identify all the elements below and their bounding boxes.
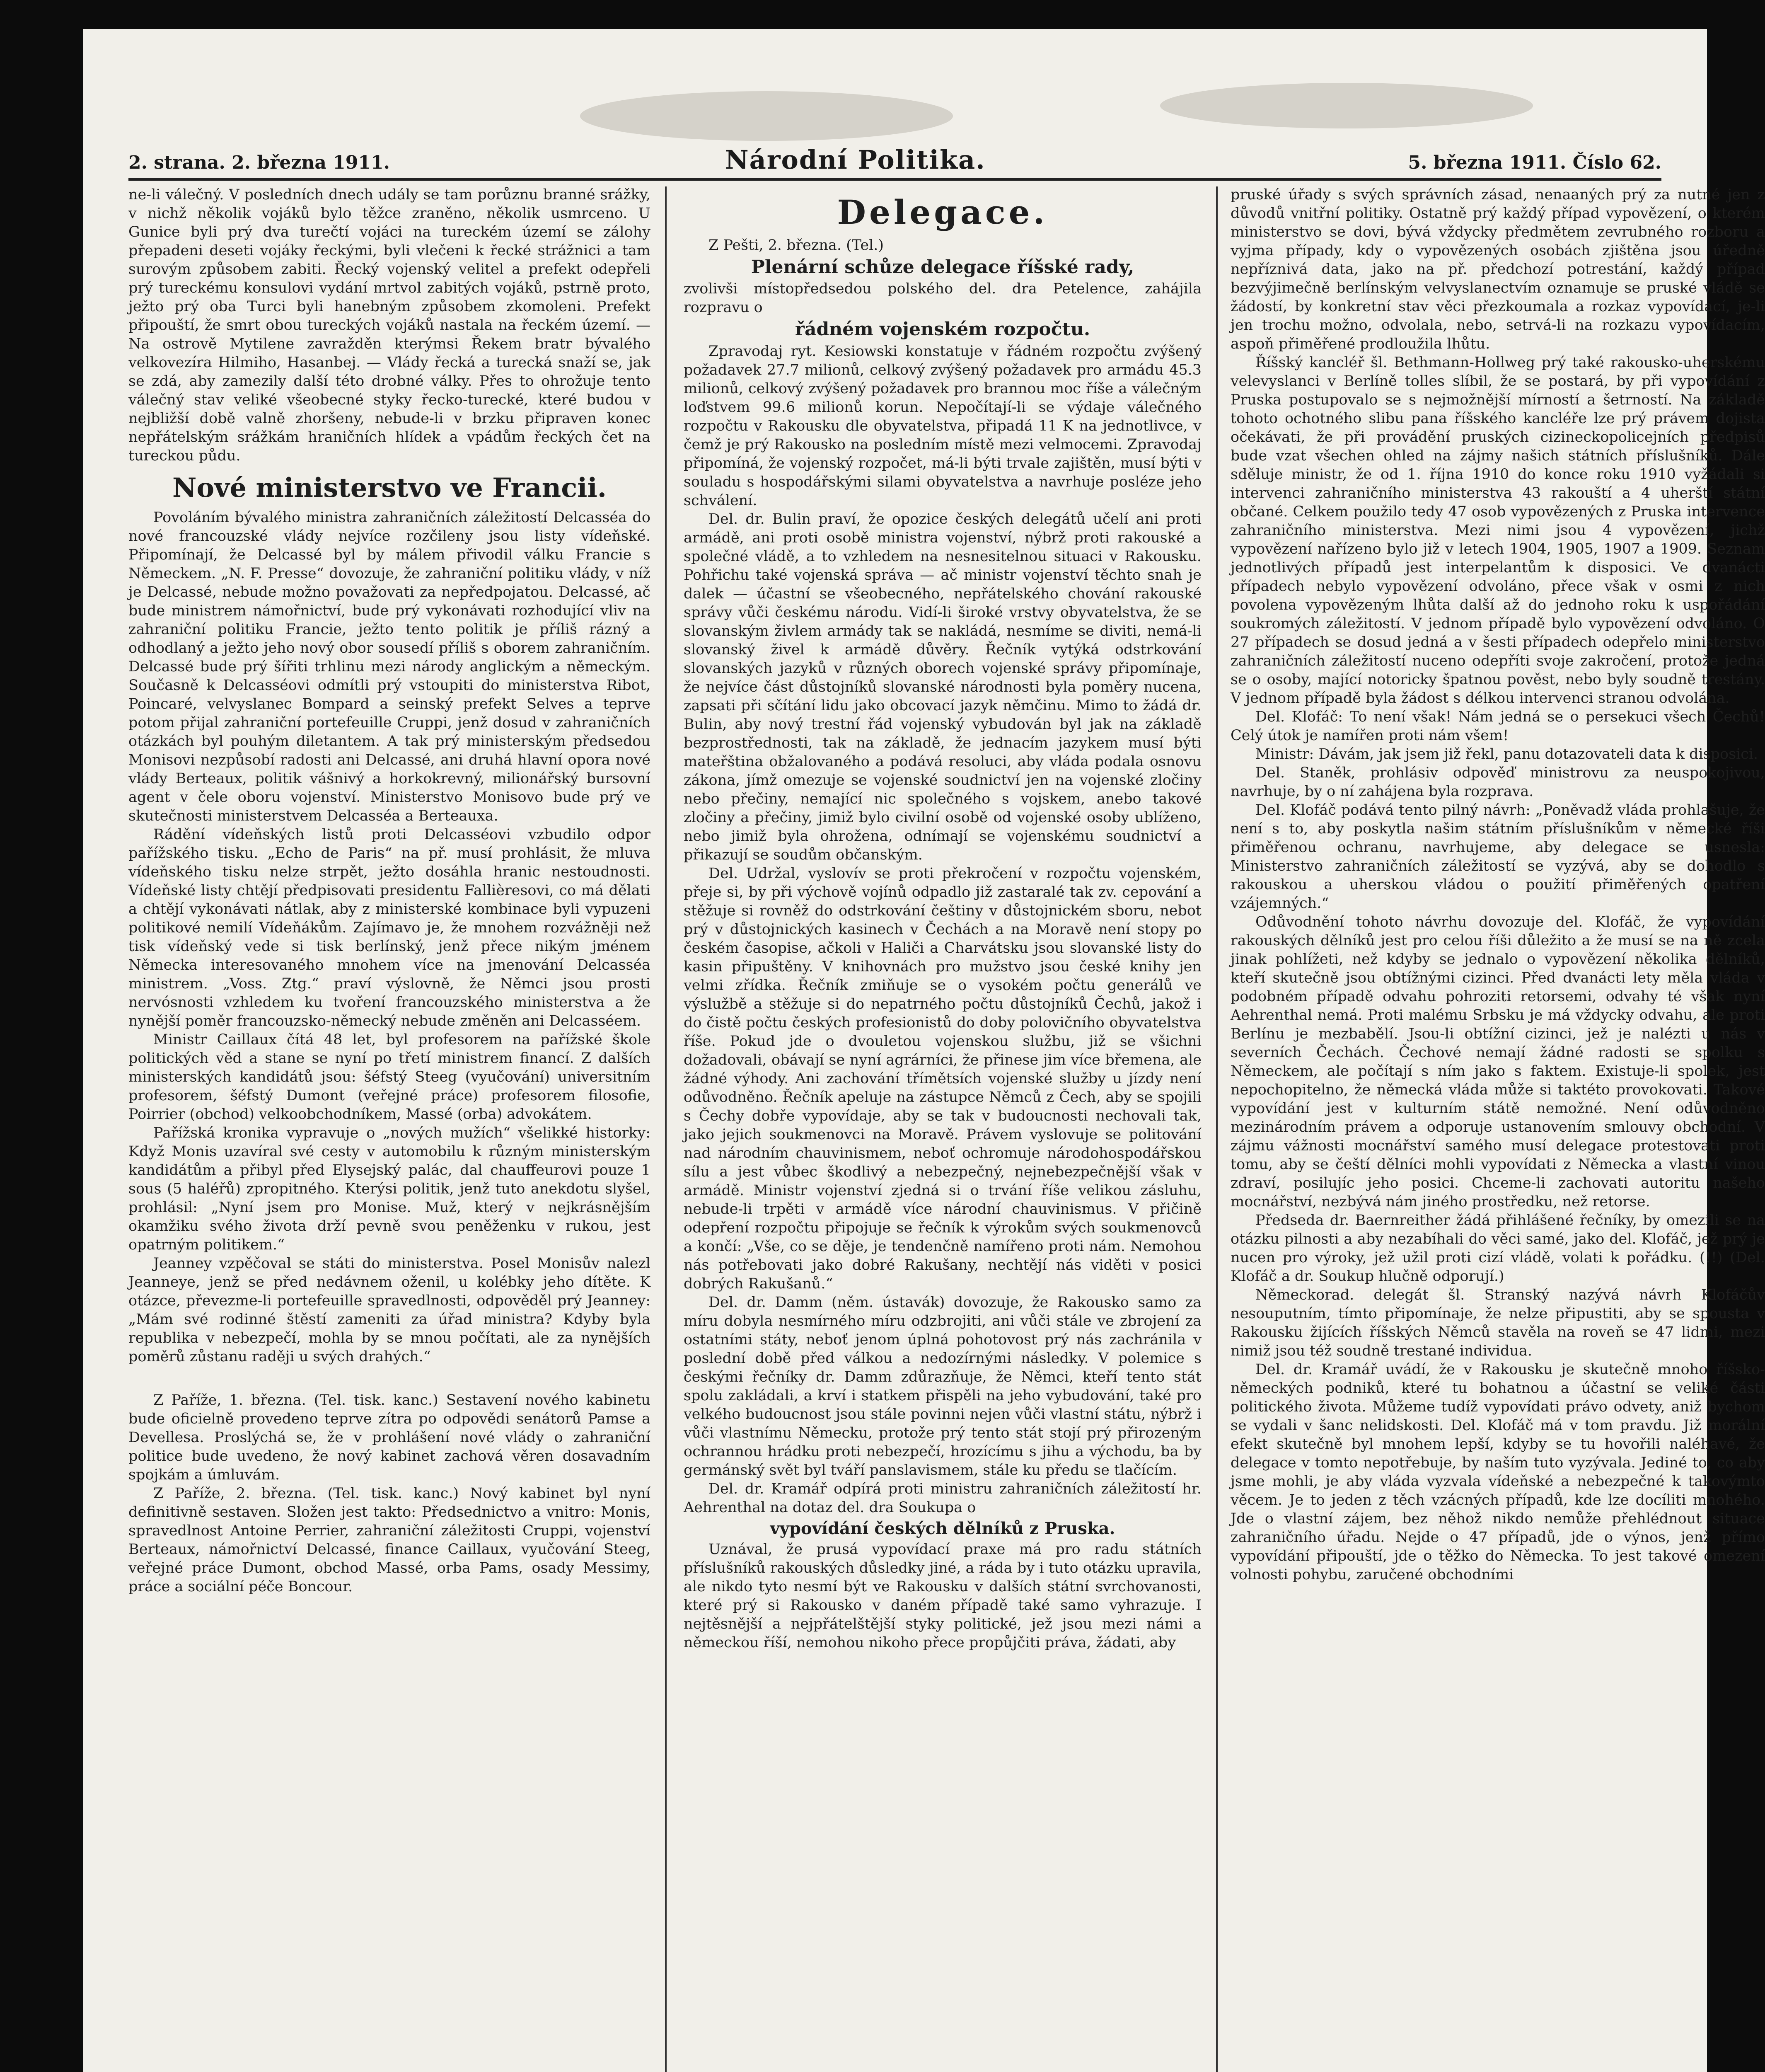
article-paragraph: Odůvodnění tohoto návrhu dovozuje del. Klofáč, že vypovídání rakouských dělníků jest pro celou říši důležito a že musí se na ně zcela jinak pohlížeti, než kdyby se jednalo o vypovězení několika dělníků, kteří skutečně jsou obtížnými cizinci. Před dvanácti lety měla vláda v podobném případě odvahu pohroziti retorsemi, odvahy té však nyní Aehrenthal nemá. Proti malému Srbsku je má vždycky odvahu, ale proti Berlínu je mezbabělí. Jsou-li obtížní cizinci, jež je nalézti u nás v severních Čechách. Čechové nemají žádné radosti se spolku s Německem, ale počítají s ním jako s faktem. Existuje-li spolek, jest nepochopitelno, že německá vláda může si taktéto provokovati. Takové vypovídání jest v kulturním státě nemožné. Není odůvodněno mezinárodním právem a odporuje ustanovením smlouvy obchodní. V zájmu vážnosti mocnářství samého musí delegace protestovati proti tomu, aby se čeští dělníci mohli vypovídati z Německa a vlastní vinou zdraví, posilujíc jeho posici. Chceme-li zachovati autoritu našeho mocnářství, nezbývá nám jiného prostředku, než retorse. — [1231, 914, 1765, 1210]
article-paragraph: Zpravodaj ryt. Kesiowski konstatuje v řádném rozpočtu zvýšený požadavek 27.7 milionů, celkový zvýšený požadavek pro armádu 45.3 milionů, celkový zvýšený požadavek pro brannou moc říše a válečným loďstvem 99.6 milionů korun. Nepočítají-li se výdaje válečného rozpočtu v Rakousku dle obyvatelstva, připadá 11 K na jednotlivce, v čemž je prý Rakousko na posledním místě mezi velmocemi. Zpravodaj připomíná, že vojenský rozpočet, má-li býti trvale zajištěn, musí býti v souladu s hospodářskými silami obyvatelstva a navrhuje posléze jeho schválení. — [684, 343, 1202, 509]
article-paragraph: ne-li válečný. V posledních dnech udály se tam porůznu branné srážky, v nichž několik vojáků bylo těžce zraněno, několik usmrceno. U Gunice byli prý dva turečtí vojáci na tureckém území se zálohy přepadeni deseti vojáky řeckými, byli vlečeni k řecké strážnici a tam surovým způsobem zabiti. Řecký vojenský velitel a prefekt odepřeli prý tureckému konsulovi vydání mrtvol zabitých vojáků, pstrně proto, ježto prý oba Turci byli hanebným způsobem zkomoleni. Prefekt připouští, že smrt obou tureckých vojáků nastala na řeckém území. — Na ostrově Mytilene zavražděn kterýmsi Řekem bratr bývalého velkovezíra Hilmiho, Hasanbej. — Vlády řecká a turecká snaží se, jak se zdá, aby zamezily další této drobné války. Přes to ohrožuje tento válečný stav veliké všeobecné styky řecko-turecké, které budou v nejbližší době valně zhoršeny, nebude-li v brzku připraven konec nepřátelským srážkám hraničních hlídek a vpádům řeckých čet na tureckou půdu. — [128, 186, 650, 464]
article-paragraph: Del. dr. Kramář odpírá proti ministru zahraničních záležitostí hr. Aehrenthal na dotaz del. dra Soukupa o — [684, 1480, 1202, 1516]
article-headline: Delegace. — [837, 193, 1048, 232]
article-paragraph: Del. Klofáč podává tento pilný návrh: „Poněvadž vláda prohlašuje, že není s to, aby poskytla našim státním příslušníkům v německé říši přiměřenou ochranu, navrhujeme, aby delegace se usnesla: Ministerstvo zahraničních záležitostí se vyzývá, aby se dohodlo s rakouskou a uherskou vládou o použití přiměřených opatření vzájemných.“ — [1231, 802, 1765, 912]
article-paragraph: Pařížská kronika vypravuje o „nových mužích“ všelikké historky: Když Monis uzavíral své cesty v automobilu k různým ministerským kandidátům a přibyl před Elysejský palác, dal chauffeurovi pouze 1 sous (5 haléřů) zpropitného. Kterýsi politik, jenž tuto anekdotu slyšel, prohlásil: „Nyní jsem pro Monise. Muž, který v nejkrásnějším okamžiku svého života drží pevně svou peněženku v rukou, jest opatrným politikem.“ — [128, 1125, 650, 1254]
article-paragraph: pruské úřady s svých správních zásad, nenaaných prý za nutné jen z důvodů vnitřní politiky. Ostatně prý každý případ vypovězení, o kterém ministerstvo se dovi, bývá vždycky předmětem zevrubného rozboru a vyjma případy, kdy o vypovězených osobách zjištěna jsou úředně nepříznivá data, jako na př. předchozí potrestání, každý případ bezvýjimečně berlínským velvyslanectvím oznamuje se pruské vládě se žádostí, by konkretní stav věci přezkoumala a rozkaz vypovídací, je-li jen trochu možno, odvolala, nebo, setrvá-li na rozkazu vypovídacím, aspoň přiměřené prodloužila lhůtu. — [1231, 186, 1765, 352]
masthead: Národní Politika. — [725, 145, 986, 175]
column-2 — [684, 186, 1202, 2072]
column-3 — [1231, 186, 1765, 2072]
column-rule — [1216, 186, 1218, 2072]
section-headline: Plenární schůze delegace říšské rady, — [751, 257, 1134, 278]
article-paragraph: Ministr Caillaux čítá 48 let, byl profesorem na pařížské škole politických věd a stane se nyní po třetí ministrem financí. Z dalších ministerských kandidátů jsou: šéfstý Steeg (vyučování) universitním profesorem, šéfstý Dumont (veřejné práce) profesorem filosofie, Poirrier (obchod) velkoobchodníkem, Massé (orba) advokátem. — [128, 1031, 650, 1123]
article-paragraph: Povoláním bývalého ministra zahraničních záležitostí Delcasséa do nové francouzské vlády nejvíce rozčileny jsou listy vídeňské. Připomínají, že Delcassé byl by málem přivodil válku Francie s Německem. „N. F. Presse“ dovozuje, že zahraniční politiku vlády, v níž je Delcassé, nebude možno považovati za nepředpojatou. Delcassé, ač bude ministrem námořnictví, bude prý vykonávati rozhodující vliv na zahraniční politiku Francie, ježto tento politik je příliš rázný a odhodlaný a ježto jeho nový obor sousedí příliš s oborem zahraničním. Delcassé bude prý šířiti trhlinu mezi národy anglickým a německým. Současně k Delcasséovi odmítli prý vstoupiti do ministerstva Ribot, Poincaré, velvyslanec Bompard a seinský prefekt Selves a teprve potom přijal zahraniční portefeuille Cruppi, jenž dosud v zahraničních otázkách byl pouhým diletantem. A tak prý ministerským předsedou Monisovi nezpůsobí radosti ani Delcassé, ani druhá hlavní opora nové vlády Berteaux, politik vášnivý a horkokrevný, milionářský bursovní agent v čele oboru vojenství. Ministerstvo Monisovo bude prý ve skutečnosti ministerstvem Delcasséa a Berteauxa. — [128, 509, 650, 825]
article-paragraph: Ministr: Dávám, jak jsem již řekl, panu dotazovateli data k disposici. — [1255, 746, 1758, 762]
column-1 — [128, 186, 650, 2072]
article-paragraph: Předseda dr. Baernreither žádá přihlášené řečníky, by omezili se na otázku pilnosti a aby nezabíhali do věci samé, jako del. Klofáč, jež prý je nucen pro výroky, jež užil proti cizí vládě, volati k pořádku. (!!) (Del. Klofáč a dr. Soukup hlučně odporují.) — [1231, 1212, 1765, 1285]
article-paragraph: Del. Klofáč: To není však! Nám jedná se o persekuci všech Čechů! Celý útok je namířen proti nám všem! — [1231, 709, 1765, 744]
article-paragraph: Del. dr. Damm (něm. ústavák) dovozuje, že Rakousko samo za míru dobyla nesmírného míru odzbrojiti, ani vůči stále ve zbrojení za ostatními státy, neboť jenom úplná pohotovost prý nás zachránila v poslední době před válkou a nedozírnými následky. V polemice s českými řečníky dr. Damm zdůrazňuje, že Němci, kteří tento stát spolu zakládali, a krví i statkem přispěli na jeho vybudování, také pro velkého budoucnost jsou stále povinni nejen vůči vlastní státu, nýbrž i vůči vlastnímu Německu, protože prý tento stát stojí prý přirozeným ochrannou hrádku proti nebezpečí, hrozícímu s jihu a východu, ba by germánský svět byl tváří panslavismem, stále ku předu se tlačícím. — [684, 1294, 1202, 1479]
article-paragraph: Z Paříže, 2. března. (Tel. tisk. kanc.) Nový kabinet byl nyní definitivně sestaven. Složen jest takto: Předsednictvo a vnitro: Monis, spravedlnost Antoine Perrier, zahraniční záležitosti Cruppi, vojenství Berteaux, námořnictví Delcassé, finance Caillaux, vyučování Steeg, veřejné práce Dumont, obchod Massé, orba Pams, osady Messimy, práce a sociální péče Boncour. — [128, 1485, 650, 1595]
dateline: Z Pešti, 2. března. (Tel.) — [708, 237, 884, 254]
column-rule — [665, 186, 667, 2072]
article-paragraph: Del. Udržal, vyslovív se proti překročení v rozpočtu vojenském, přeje si, by při výchově vojínů odpadlo již zastaralé tak zv. cepování a stěžuje si rovněž do odstrkování češtiny v důstojnickém sboru, nebot prý v důstojnických kasinech v Čechách a na Moravě není stopy po českém časopise, ačkoli v Haliči a Charvátsku jsou slovanské listy do kasin připuštěny. V knihovnách pro mužstvo jsou české knihy jen velmi zřídka. Řečník zmiňuje se o vysokém počtu generálů ve výslužbě a stěžuje si do nepatrného počtu důstojníků Čechů, jakož i do čistě počtu českých profesionistů do doby polovičního obyvatelstva říše. Pokud jde o dvouletou vojenskou službu, již se všichni dožadovali, obávají se nyní agrárníci, že přinese jim více břemena, ale žádné výhody. Ani zachování třímětsích vojenské služby u jízdy není odůvodněno. Řečník apeluje na zástupce Němců z Čech, aby se spojili s Čechy dobře vypovídaje, aby se tak v budoucnosti nechovali tak, jako jejich soukmenovci na Moravě. Právem vyslovuje se politování nad národním chauvinismem, neboť ochromuje národohospodářskou sílu a jest vůbec škodlivý a nebezpečný, nejnebezpečnější však v armádě. Ministr vojenství zjedná si o trvání říše velikou zásluhu, nebude-li trpěti v armádě více národní chauvinismus. V přičině odepření rozpočtu připojuje se řečník k výrokům svých soukmenovců a končí: „Vše, co se děje, je tendenčně namířeno proti nám. Nemohou nás potřebovati jako dobré Rakušany, nechtějí nás viděti v posici dobrých Rakušanů.“ — [684, 865, 1202, 1292]
article-paragraph: Rádění vídeňských listů proti Delcasséovi vzbudilo odpor pařížského tisku. „Echo de Paris“ na př. musí prohlásit, že mluva vídeňského tisku nelze strpět, ježto dosáhla hranic nestoudnosti. Vídeňské listy chtějí předpisovati presidentu Fallièresovi, co má dělati a chtějí vykonávati nátlak, aby z ministerské kombinace byli vypuzeni politikové nemilí Vídeňákům. Zajímavo je, že mnohem rozvážněji než tisk vídeňský vede si tisk berlínský, jenž přece nikým jménem Německa interesovaného mnohem více na jmenování Delcasséa ministrem. „Voss. Ztg.“ praví výslovně, že Němci jsou prosti nervósnosti vzhledem ku tvoření francouzského ministerstva a že nynější poměr francouzsko-německý nebude změněn ani Delcasséem. — [128, 826, 650, 1030]
article-headline: Nové ministerstvo ve Francii. — [172, 472, 607, 503]
article-paragraph: Del. dr. Kramář uvádí, že v Rakousku je skutečně mnoho říšsko-německých podniků, které tu bohatnou a účastní se veliké části politického života. Můžeme tudíž vypovídati právo odvety, aniž bychom se vydali v šanc nelidskosti. Del. Klofáč má v tom pravdu. Již morální efekt skutečně byl mnohem lepší, kdyby se tu hovořili naléhavé, že delegace v tomto nepotřebuje, by naším tuto vyzývala. Jediné to, co aby jsme mohli, je aby vláda vyzvala vídeňské a nebezpečné k takovýmto věcem. Je to jeden z těch vzácných případů, kde lze docíliti mnohého. Jde o vlastní zájem, bez něhož nikdo nemůže přehlédnout situace zahraničního úřadu. Nejde o 47 případů, jde o výnos, jenž přímo vypovídání připouští, jde o těžko do Německa. To jest takové omezení volnosti pohybu, zaručené obchodními — [1231, 1361, 1765, 1583]
newspaper-page — [83, 29, 1765, 2072]
article-paragraph: Del. Staněk, prohlásiv odpověď ministrovu za neuspokojivou, navrhuje, by o ní zahájena byla rozprava. — [1231, 765, 1765, 800]
article-paragraph: Německorad. delegát šl. Stranský nazývá návrh Klofáčův nesouputním, tímto připomínaje, že nelze připustiti, aby se spousta v Rakousku žijících říšských Němců stavěla na roveň se 47 lidmi, mezi nimiž jsou též soudně trestané individua. — [1231, 1287, 1765, 1359]
article-paragraph: zvolivši místopředsedou polského del. dra Petelence, zahájila rozpravu o — [684, 281, 1202, 316]
article-paragraph: Del. dr. Bulin praví, že opozice českých delegátů učelí ani proti armádě, ani proti osobě ministra vojenství, nýbrž proti rakouské a společné vládě, a to vzhledem na nesnesitelnou situaci v Rakousku. Pohřichu také vojenská správa — ač ministr vojenství těchto snah je dalek — účastní se všeobecného, nepřátelského chování rakouské správy vůči českému národu. Vidí-li široké vrstvy obyvatelstva, že se slovanským živlem armády tak se nakládá, nesmíme se diviti, nemá-li slovanský živel k armádě důvěry. Řečník vytýká odstrkování slovanských jazyků v různých oborech vojenské správy připomínaje, že nejvíce část důstojníků slovanské národnosti byla poměry nucena, zapsati při sčítání lidu jako obcovací jazyk němčinu. Mimo to žádá dr. Bulin, aby nový trestní řád vojenský vybudován byl jak na základě bezprostřednosti, tak na základě, že jednacím jazykem musí býti mateřština obžalovaného a podává resoluci, aby vláda podala osnovu zákona, jímž omezuje se vojenské soudnictví jen na vojenské zločiny nebo přečiny, nemající nic společného s vojskem, anebo takové zločiny a přečiny, jimiž bylo civilní osobě od vojenské osoby ublíženo, nebo jimiž byla ohrožena, odnímají se vojenskému soudnictví a přikazují se soudům občanským. — [684, 511, 1202, 863]
article-paragraph: Uznával, že prusá vypovídací praxe má pro radu státních příslušníků rakouských důsledky jiné, a ráda by i tuto otázku upravila, ale nikdo tyto nesmí být ve Rakousku v dalších státní svrchovanosti, které prý si Rakousko v daném případě také samo vyhrazuje. I nejtěsnější a nejpřátelštější styky politické, jež jsou mezi námi a německou říší, nemohou nikoho přece propůjčiti práva, žádati, aby — [684, 1541, 1202, 1651]
article-paragraph: Jeanney vzpěčoval se státi do ministerstva. Posel Monisův nalezl Jeanneye, jenž se před nedávnem oženil, u kolébky jeho dítěte. K otázce, převezme-li portefeuille spravedlnosti, odpověděl prý Jeanney: „Mám své rodinné štěstí zameniti za úřad ministra? Kdyby byla republika v nebezpečí, mohla by se mnou počítati, ale za nynějších poměrů zůstanu raději u svých drahých.“ — [128, 1255, 650, 1365]
header-date-right: 5. března 1911. Číslo 62. — [1408, 152, 1661, 173]
article-paragraph: Říšský kancléř šl. Bethmann-Hollweg prý také rakousko-uherskému velevyslanci v Berlíně tolles slíbil, že se postará, by při vypovídání z Pruska postupovalo se s nejmožnější mírností a šetrností. Na základě tohoto ochotného slibu pana říšského kancléře lze prý právem dojista očekávati, že při provádění pruských cizineckopolicejních předpisů bude vzat všechen ohled na zájmy našich státních příslušníků. Dále sděluje ministr, že od 1. října 1910 do konce roku 1910 vyžádali si intervenci zahraničního ministerstva 43 rakouští a 4 uherští státní občané. Celkem použilo tedy 47 osob vypovězených z Pruska intervence zahraničního ministerstva. Mezi nimi jsou 4 vypovězení, jichž vypovězení nařízeno bylo již v letech 1904, 1905, 1907 a 1909. Seznam jednotlivých případů jest interpelantům k disposici. Ve dvanácti případech nebylo vypovězení odvoláno, přece však v osmi z nich povolena vypovězeným lhůta další až do jednoho roku k uspořádání soukromých záležitostí. V jednom případě bylo vypovězení odvoláno. O 27 případech se dosud jedná a v šesti případech odepřelo ministerstvo zahraničních záležitostí nuceno odepříti svoje zakročení, protože jedná se o osoby, mající notoricky špatnou pověst, nebo byly soudně trestány. V jednom případě byla žádost s délkou intervenci stranou odvolána. — [1231, 354, 1765, 707]
section-headline: řádném vojenském rozpočtu. — [795, 319, 1090, 340]
header-date-left: 2. strana. 2. března 1911. — [128, 152, 390, 173]
page-header — [128, 133, 1661, 181]
section-headline: vypovídání českých dělníků z Pruska. — [770, 1518, 1115, 1538]
article-paragraph: Z Paříže, 1. března. (Tel. tisk. kanc.) Sestavení nového kabinetu bude oficielně provedeno teprve zítra po odpovědi senátorů Pamse a Devellesa. Proslýchá se, že v prohlášení nové vlády o zahraniční politice bude uvedeno, že nový kabinet zachová věren dosavadním spojkám a úmluvám. — [128, 1392, 650, 1484]
